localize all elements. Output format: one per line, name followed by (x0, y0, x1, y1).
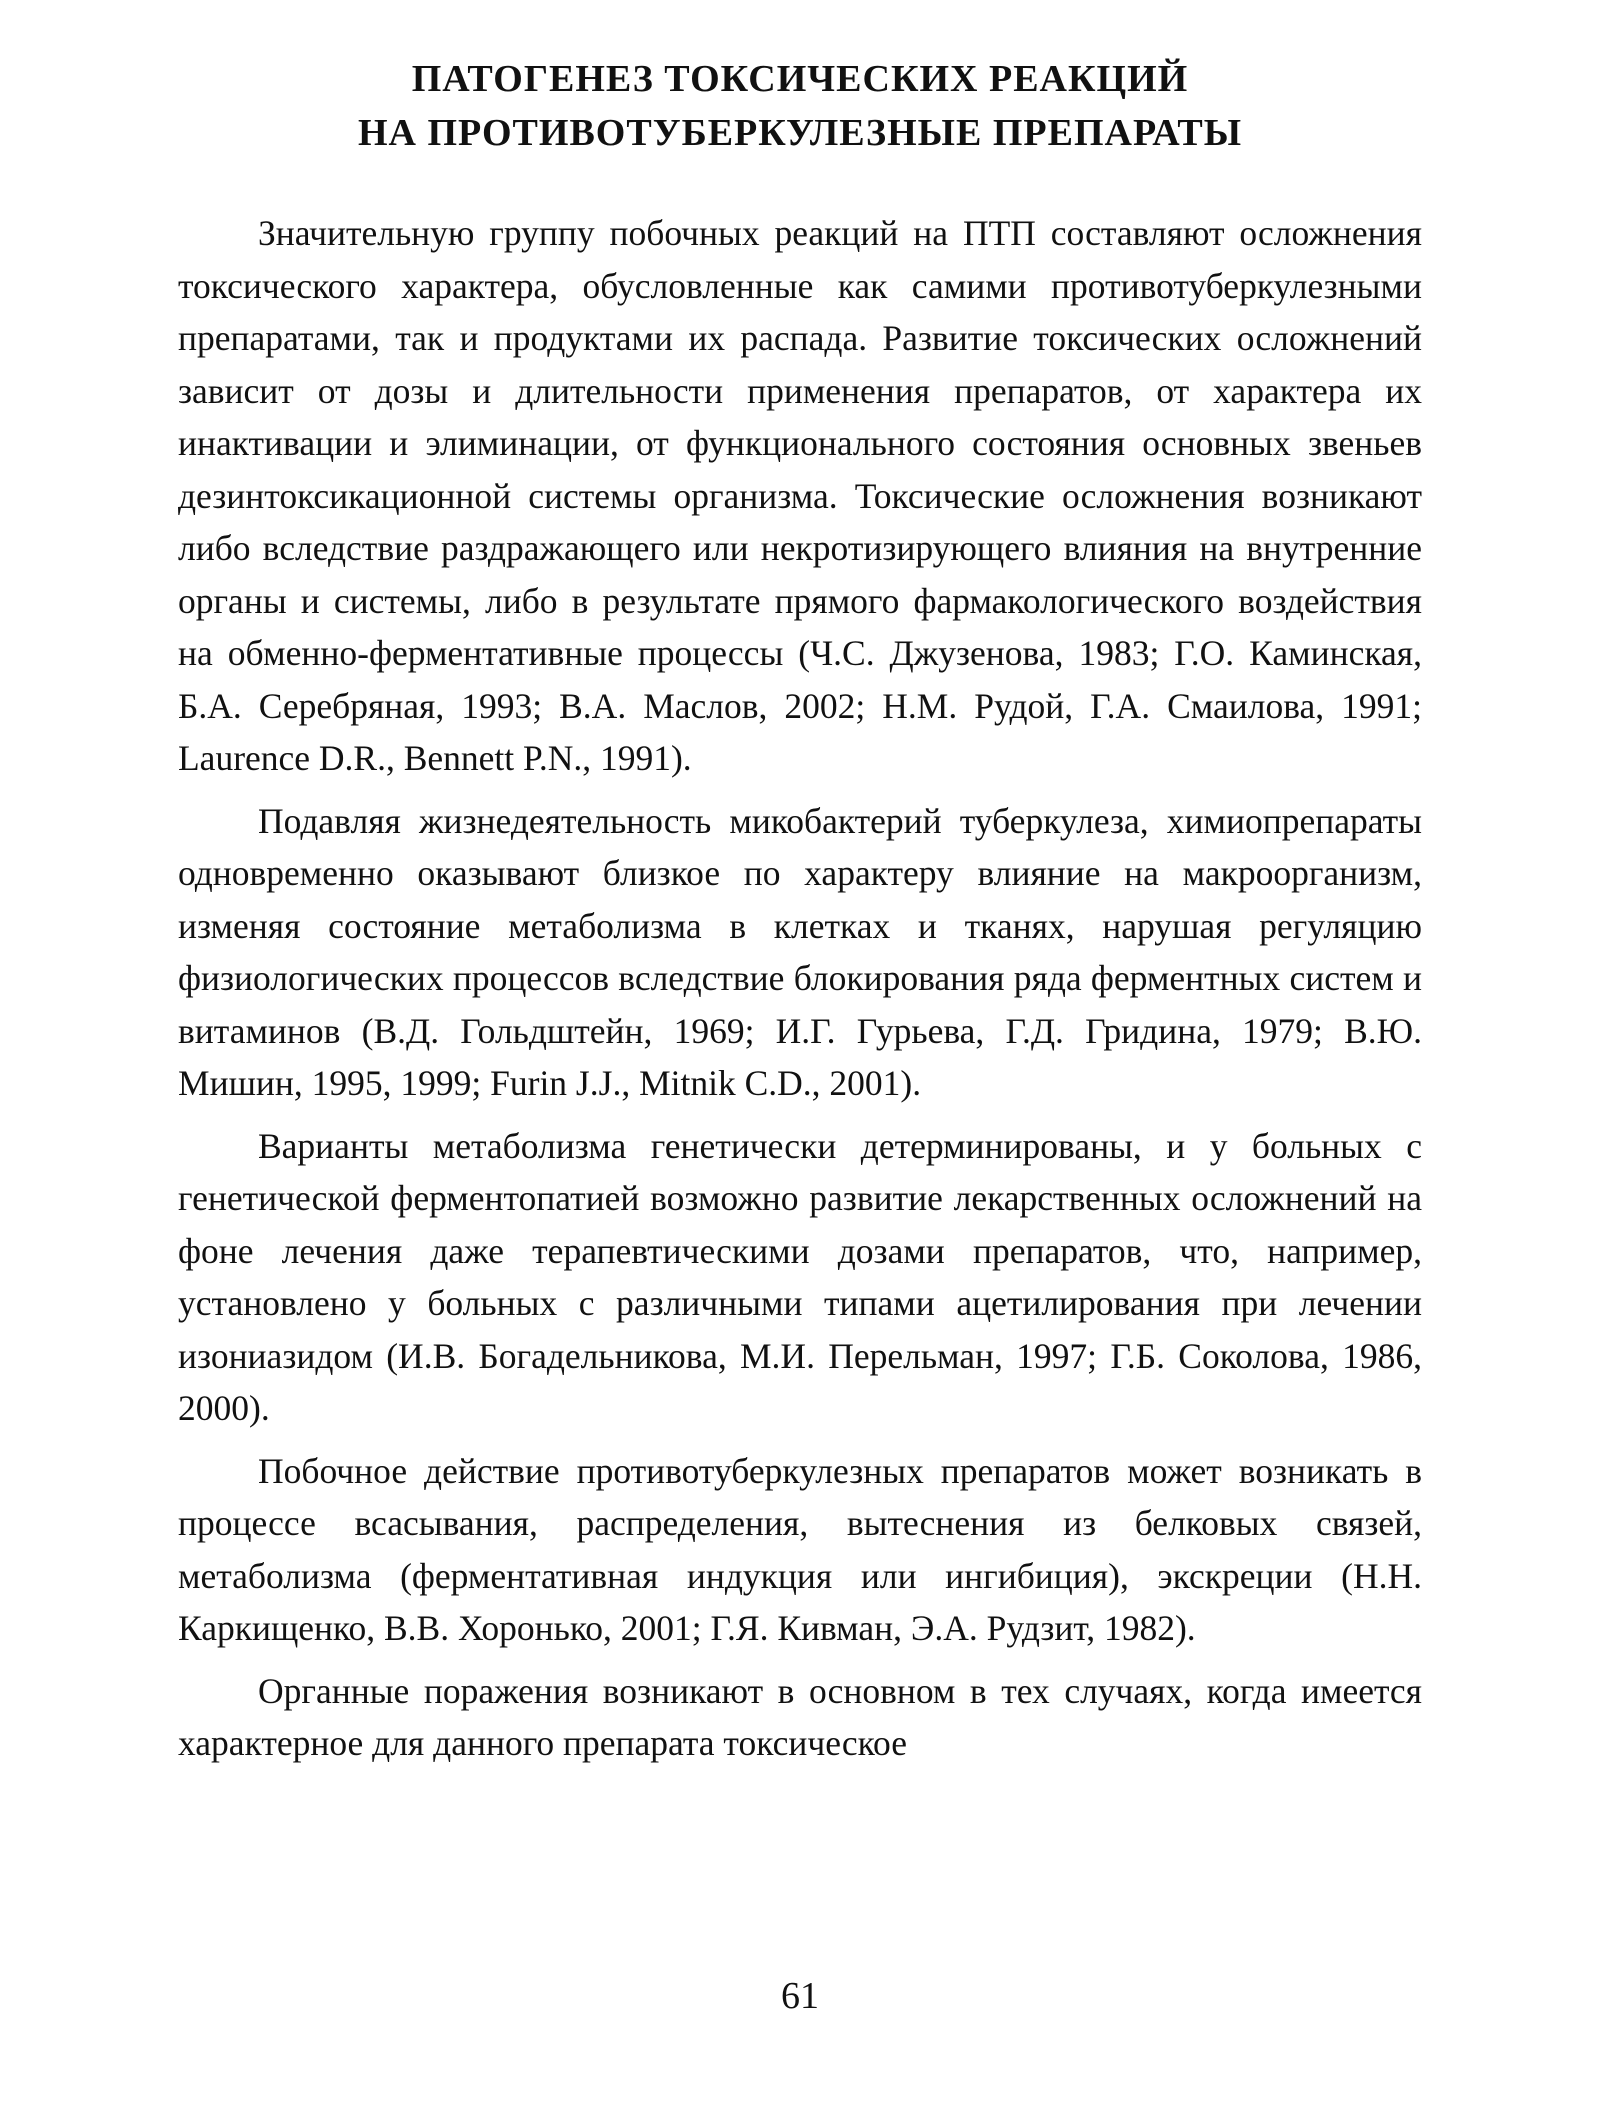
page-number: 61 (781, 1975, 819, 2017)
body-text (178, 207, 1422, 1780)
paragraph-5: Органные поражения возникают в основном в тех случаях, когда имеется характерное для данного препарата токсическое (178, 1670, 1422, 1763)
chapter-title-line-1: ПАТОГЕНЕЗ ТОКСИЧЕСКИХ РЕАКЦИЙ (411, 58, 1189, 100)
chapter-title-line-2: НА ПРОТИВОТУБЕРКУЛЕЗНЫЕ ПРЕПАРАТЫ (357, 112, 1243, 154)
paragraph-2: Подавляя жизнедеятельность микобактерий туберкулеза, химиопрепараты одновременно оказывают близкое по характеру влияние на макроорганизм, изменяя состояние метаболизма в клетках и тканях, нарушая регуляцию физиологических процессов вследствие блокирования ряда ферментных систем и витаминов (В.Д. Гольдштейн, 1969; И.Г. Гурьева, Г.Д. Гридина, 1979; В.Ю. Мишин, 1995, 1999; Furin J.J., Mitnik C.D., 2001). (178, 800, 1422, 1103)
paragraph-1: Значительную группу побочных реакций на ПТП составляют осложнения токсического характера, обусловленные как самими противотуберкулезными препаратами, так и продуктами их распада. Развитие токсических осложнений зависит от дозы и длительности применения препаратов, от характера их инактивации и элиминации, от функционального состояния основных звеньев дезинтоксикационной системы организма. Токсические осложнения возникают либо вследствие раздражающего или некротизирующего влияния на внутренние органы и системы, либо в результате прямого фармакологического воздействия на обменно-ферментативные процессы (Ч.С. Джузенова, 1983; Г.О. Каминская, Б.А. Серебряная, 1993; В.А. Маслов, 2002; Н.М. Рудой, Г.А. Смаилова, 1991; Laurence D.R., Bennett P.N., 1991). (178, 213, 1422, 778)
paragraph-4: Побочное действие противотуберкулезных препаратов может возникать в процессе всасывания, распределения, вытеснения из белковых связей, метаболизма (ферментативная индукция или ингибиция), экскреции (Н.Н. Каркищенко, В.В. Хоронько, 2001; Г.Я. Кивман, Э.А. Рудзит, 1982). (178, 1450, 1422, 1648)
chapter-title (178, 52, 1422, 160)
paragraph-3: Варианты метаболизма генетически детерминированы, и у больных с генетической ферментопатией возможно развитие лекарственных осложнений на фоне лечения даже терапевтическими дозами препаратов, что, например, установлено у больных с различными типами ацетилирования при лечении изониазидом (И.В. Богадельникова, М.И. Перельман, 1997; Г.Б. Соколова, 1986, 2000). (178, 1125, 1422, 1428)
book-page (178, 52, 1422, 2072)
